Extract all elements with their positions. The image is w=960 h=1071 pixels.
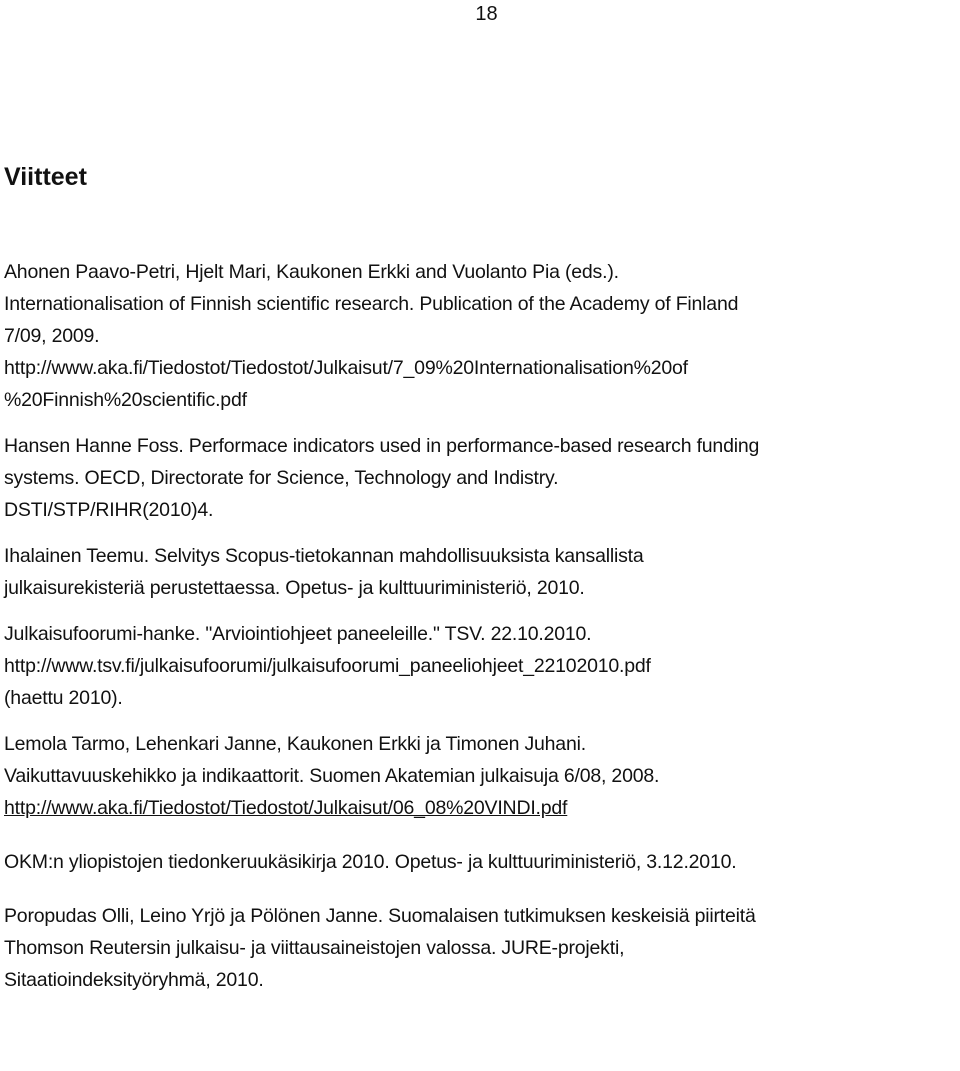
reference-text: Ahonen Paavo-Petri, Hjelt Mari, Kaukonen Erkki and Vuolanto Pia (eds.). (4, 261, 619, 283)
reference-text: Sitaatioindeksityöryhmä, 2010. (4, 969, 264, 991)
reference-item-hansen (4, 430, 960, 526)
reference-text: (haettu 2010). (4, 687, 123, 709)
reference-text: Hansen Hanne Foss. Performace indicators used in performance-based research funding (4, 435, 760, 457)
reference-item-ihalainen (4, 540, 960, 604)
reference-text: Poropudas Olli, Leino Yrjö ja Pölönen Janne. Suomalaisen tutkimuksen keskeisiä piirteitä (4, 905, 756, 927)
reference-text: Internationalisation of Finnish scientific research. Publication of the Academy of Finland (4, 293, 739, 315)
reference-text: Thomson Reutersin julkaisu- ja viittausaineistojen valossa. JURE-projekti, (4, 937, 625, 959)
reference-text: OKM:n yliopistojen tiedonkeruukäsikirja 2010. Opetus- ja kulttuuriministeriö, 3.12.2010. (4, 851, 737, 873)
reference-text: Vaikuttavuuskehikko ja indikaattorit. Suomen Akatemian julkaisuja 6/08, 2008. (4, 765, 660, 787)
reference-text: DSTI/STP/RIHR(2010)4. (4, 499, 214, 521)
reference-item-poropudas (4, 900, 960, 996)
reference-text: systems. OECD, Directorate for Science, Technology and Indistry. (4, 467, 559, 489)
reference-item-ahonen (4, 256, 960, 416)
page-number: 18 (475, 3, 498, 25)
reference-item-lemola (4, 728, 960, 824)
reference-text: 7/09, 2009. (4, 325, 100, 347)
reference-link[interactable]: %20Finnish%20scientific.pdf (4, 389, 247, 411)
reference-text: julkaisurekisteriä perustettaessa. Opetus- ja kulttuuriministeriö, 2010. (4, 577, 585, 599)
reference-link[interactable]: http://www.tsv.fi/julkaisufoorumi/julkaisufoorumi_paneeliohjeet_22102010.pdf (4, 655, 651, 677)
reference-list (4, 256, 960, 996)
reference-text: Ihalainen Teemu. Selvitys Scopus-tietokannan mahdollisuuksista kansallista (4, 545, 644, 567)
reference-link[interactable]: http://www.aka.fi/Tiedostot/Tiedostot/Julkaisut/06_08%20VINDI.pdf (4, 797, 568, 819)
reference-item-okm (4, 846, 960, 878)
reference-item-julkaisufoorumi (4, 618, 960, 714)
page-title: Viitteet (4, 163, 87, 191)
reference-text: Lemola Tarmo, Lehenkari Janne, Kaukonen Erkki ja Timonen Juhani. (4, 733, 586, 755)
reference-text: Julkaisufoorumi-hanke. "Arviointiohjeet paneeleille." TSV. 22.10.2010. (4, 623, 592, 645)
reference-link[interactable]: http://www.aka.fi/Tiedostot/Tiedostot/Julkaisut/7_09%20Internationalisation%20of (4, 357, 688, 379)
